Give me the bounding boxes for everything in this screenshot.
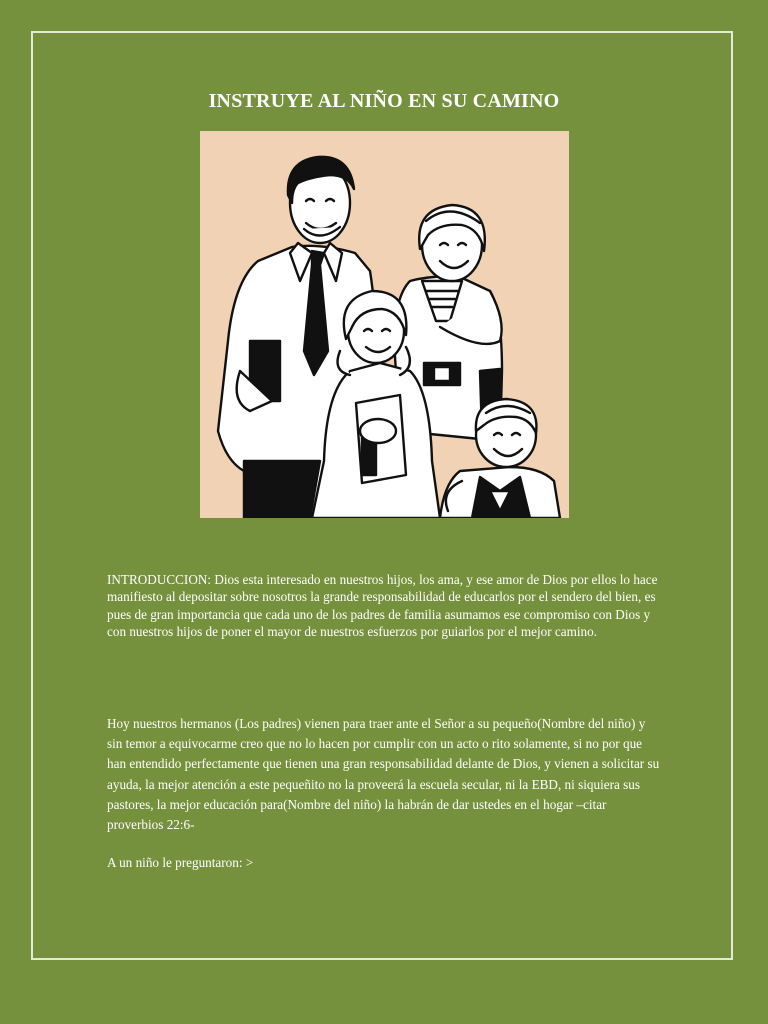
body-paragraph bbox=[107, 714, 663, 835]
body-text: Hoy nuestros hermanos (Los padres) vienen para traer ante el Señor a su pequeño(Nombre del niño) y sin temor a equivocarme creo que no lo hacen por cumplir con un acto o rito solamente, si no por que han entendido perfectamente que tienen una gran responsabilidad delante de Dios, y vienen a solicitar su ayuda, la mejor atención a este pequeñito no la proveerá la escuela secular, ni la EBD, ni siquiera sus pastores, la mejor educación para(Nombre del niño) la habrán de dar ustedes en el hogar –citar proverbios 22:6- bbox=[107, 716, 660, 833]
family-illustration-icon bbox=[200, 131, 569, 518]
intro-text: INTRODUCCION: Dios esta interesado en nuestros hijos, los ama, y ese amor de Dios por ellos lo hace manifiesto al depositar sobre nosotros la grande responsabilidad de educarlos por el sendero del bien, es pues de gran importancia que cada uno de los padres de familia asumamos ese compromiso con Dios y con nuestros hijos de poner el mayor de nuestros esfuerzos por guiarlos por el mejor camino. bbox=[107, 572, 658, 640]
question-paragraph bbox=[107, 854, 663, 872]
document-title: INSTRUYE AL NIÑO EN SU CAMINO bbox=[208, 90, 560, 112]
question-text: A un niño le preguntaron: > bbox=[107, 855, 254, 870]
intro-paragraph bbox=[107, 571, 663, 641]
